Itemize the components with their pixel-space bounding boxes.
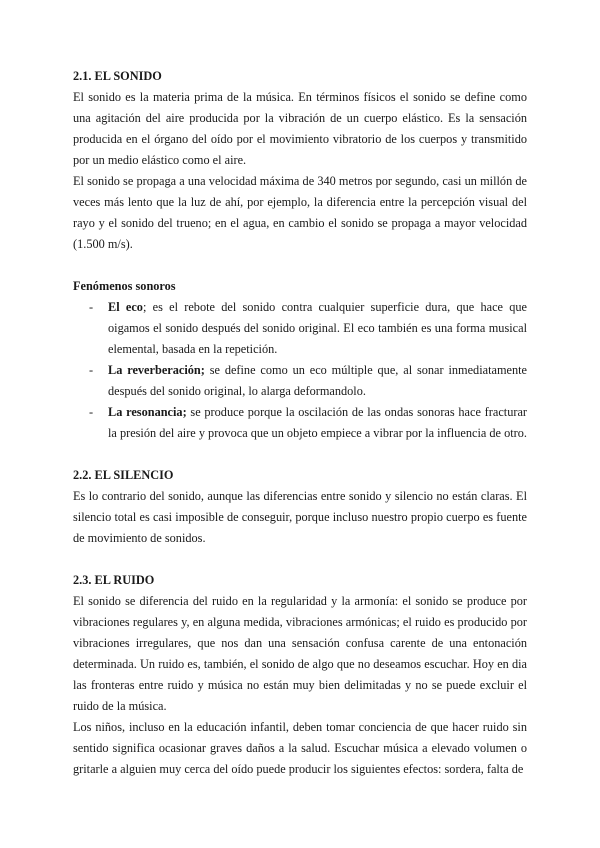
fenomenos-list	[73, 297, 527, 444]
term-reverberacion-text: se define como un eco múltiple que, al sonar inmediatamente después del sonido original, lo alarga deformandolo.	[108, 363, 528, 398]
term-resonancia-text: se produce porque la oscilación de las ondas sonoras hace fracturar la presión del aire y provoca que un objeto empiece a vibrar por la influencia de otro.	[108, 405, 527, 440]
list-item	[73, 402, 527, 444]
list-dash: -	[89, 363, 94, 377]
term-eco-text: ; es el rebote del sonido contra cualquier superficie dura, que hace que oigamos el sonido después del sonido original. El eco también es una forma musical elemental, basada en la repetición.	[108, 300, 528, 356]
term-reverberacion: La reverberación;	[108, 363, 205, 377]
paragraph-ruido-1: El sonido se diferencia del ruido en la regularidad y la armonía: el sonido se produce por vibraciones regulares y, en alguna medida, vibraciones armónicas; el ruido es producido por vibraciones irregulares, que nos dan una sensación confusa carente de una entonación determinada. Un ruido es, también, el sonido de algo que no deseamos escuchar. Hoy en dia las fronteras entre ruido y música no están muy bien delimitadas y no se puede excluir el ruido de la música.	[73, 594, 527, 713]
paragraph-sonido-2: El sonido se propaga a una velocidad máxima de 340 metros por segundo, casi un millón de veces más lento que la luz de ahí, por ejemplo, la diferencia entre la percepción visual del rayo y el sonido del trueno; en el agua, en cambio el sonido se propaga a mayor velocidad (1.500 m/s).	[73, 174, 527, 251]
section-title-sonido: 2.1. EL SONIDO	[73, 69, 162, 83]
paragraph-ruido-2: Los niños, incluso en la educación infantil, deben tomar conciencia de que hacer ruido sin sentido significa ocasionar graves daños a la salud. Escuchar música a elevado volumen o gritarle a alguien muy cerca del oído puede producir los siguientes efectos: sordera, falta de	[73, 720, 527, 776]
section-title-ruido: 2.3. EL RUIDO	[73, 573, 155, 587]
term-eco: El eco	[108, 300, 143, 314]
subheading-fenomenos: Fenómenos sonoros	[73, 279, 176, 293]
paragraph-sonido-1: El sonido es la materia prima de la música. En términos físicos el sonido se define como una agitación del aire producida por la vibración de un cuerpo elástico. Es la sensación producida en el órgano del oído por el movimiento vibratorio de los cuerpos y transmitido por un medio elástico como el aire.	[73, 90, 527, 167]
paragraph-silencio-1: Es lo contrario del sonido, aunque las diferencias entre sonido y silencio no están claras. El silencio total es casi imposible de conseguir, porque incluso nuestro propio cuerpo es fuente de movimiento de sonidos.	[73, 489, 527, 545]
list-item	[73, 297, 527, 360]
list-item	[73, 360, 527, 402]
list-dash: -	[89, 405, 94, 419]
document-page	[73, 66, 527, 780]
term-resonancia: La resonancia;	[108, 405, 187, 419]
list-dash: -	[89, 300, 94, 314]
section-title-silencio: 2.2. EL SILENCIO	[73, 468, 174, 482]
